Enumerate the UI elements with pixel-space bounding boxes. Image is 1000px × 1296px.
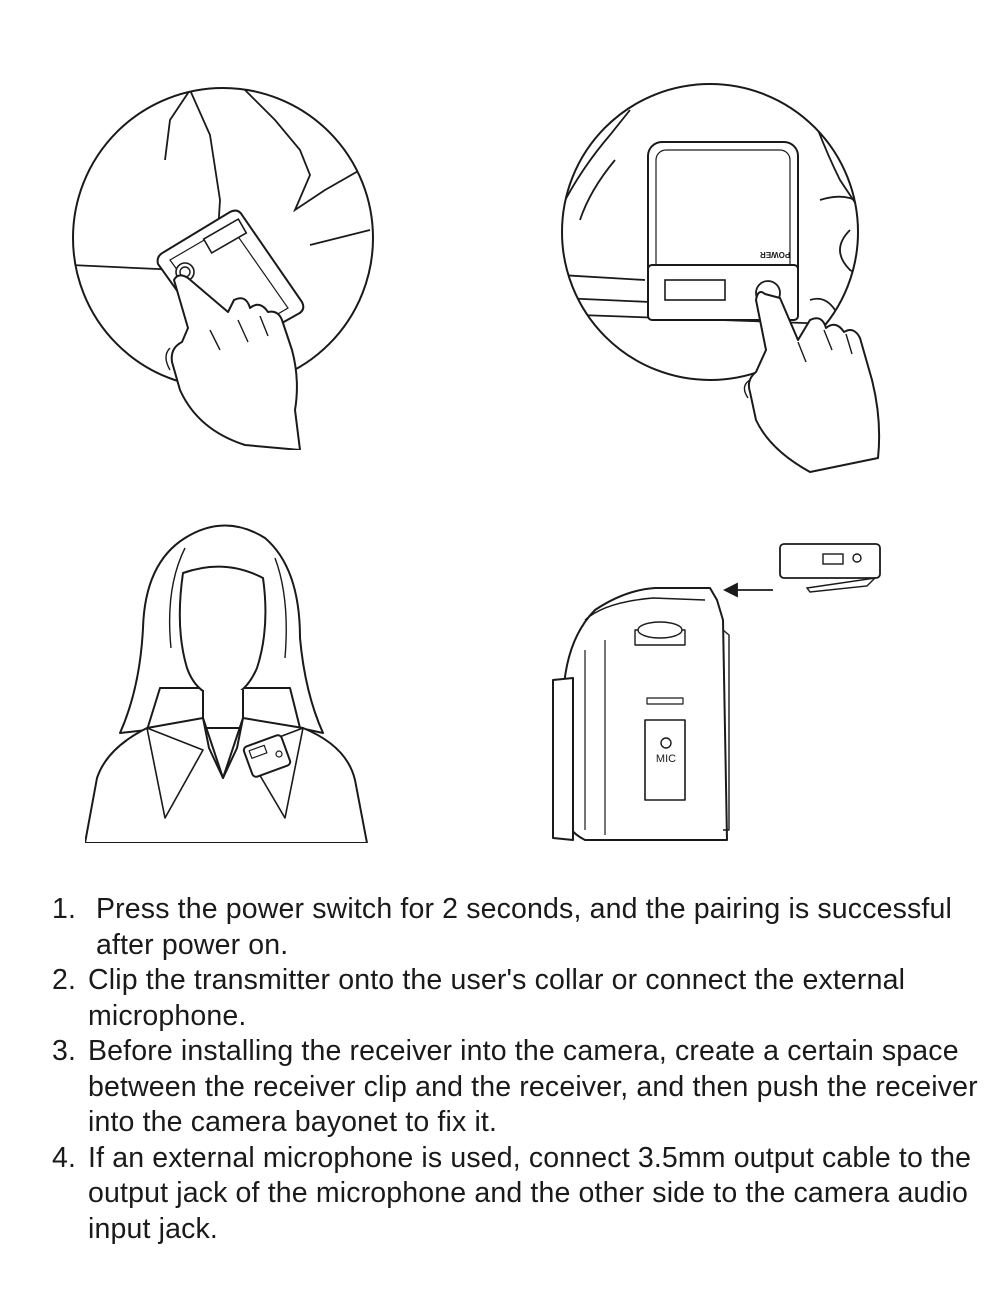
collar-clip-drawing xyxy=(85,518,375,843)
instruction-step-4 xyxy=(52,1141,982,1248)
instruction-step-2 xyxy=(52,963,982,1034)
mic-label: MIC xyxy=(655,753,677,765)
transmitter-power-drawing xyxy=(70,80,410,450)
step-text: Clip the transmitter onto the user's collar or connect the external microphone. xyxy=(88,964,906,1032)
receiver-power-illustration xyxy=(560,80,890,480)
step-number: 4. xyxy=(52,1141,77,1174)
camera-mount-drawing xyxy=(545,540,890,855)
receiver-power-drawing xyxy=(560,80,890,480)
collar-clip-illustration xyxy=(85,518,375,843)
step-text: If an external microphone is used, connect 3.5mm output cable to the output jack of the microphone and the other side to the camera audio input jack. xyxy=(88,1141,972,1245)
step-text: Before installing the receiver into the camera, create a certain space between the receiver clip and the receiver, and then push the receiver into the camera bayonet to fix it. xyxy=(88,1035,978,1138)
transmitter-power-illustration xyxy=(70,80,410,450)
step-text: Press the power switch for 2 seconds, and the pairing is successful after power on. xyxy=(96,893,952,961)
instruction-step-1 xyxy=(52,892,982,963)
power-label: POWER xyxy=(760,250,791,259)
step-number: 3. xyxy=(52,1035,77,1067)
step-number: 1. xyxy=(52,893,77,925)
step-number: 2. xyxy=(52,964,77,996)
camera-mount-illustration xyxy=(545,540,890,855)
instruction-list xyxy=(52,892,982,1247)
instruction-step-3 xyxy=(52,1034,982,1141)
